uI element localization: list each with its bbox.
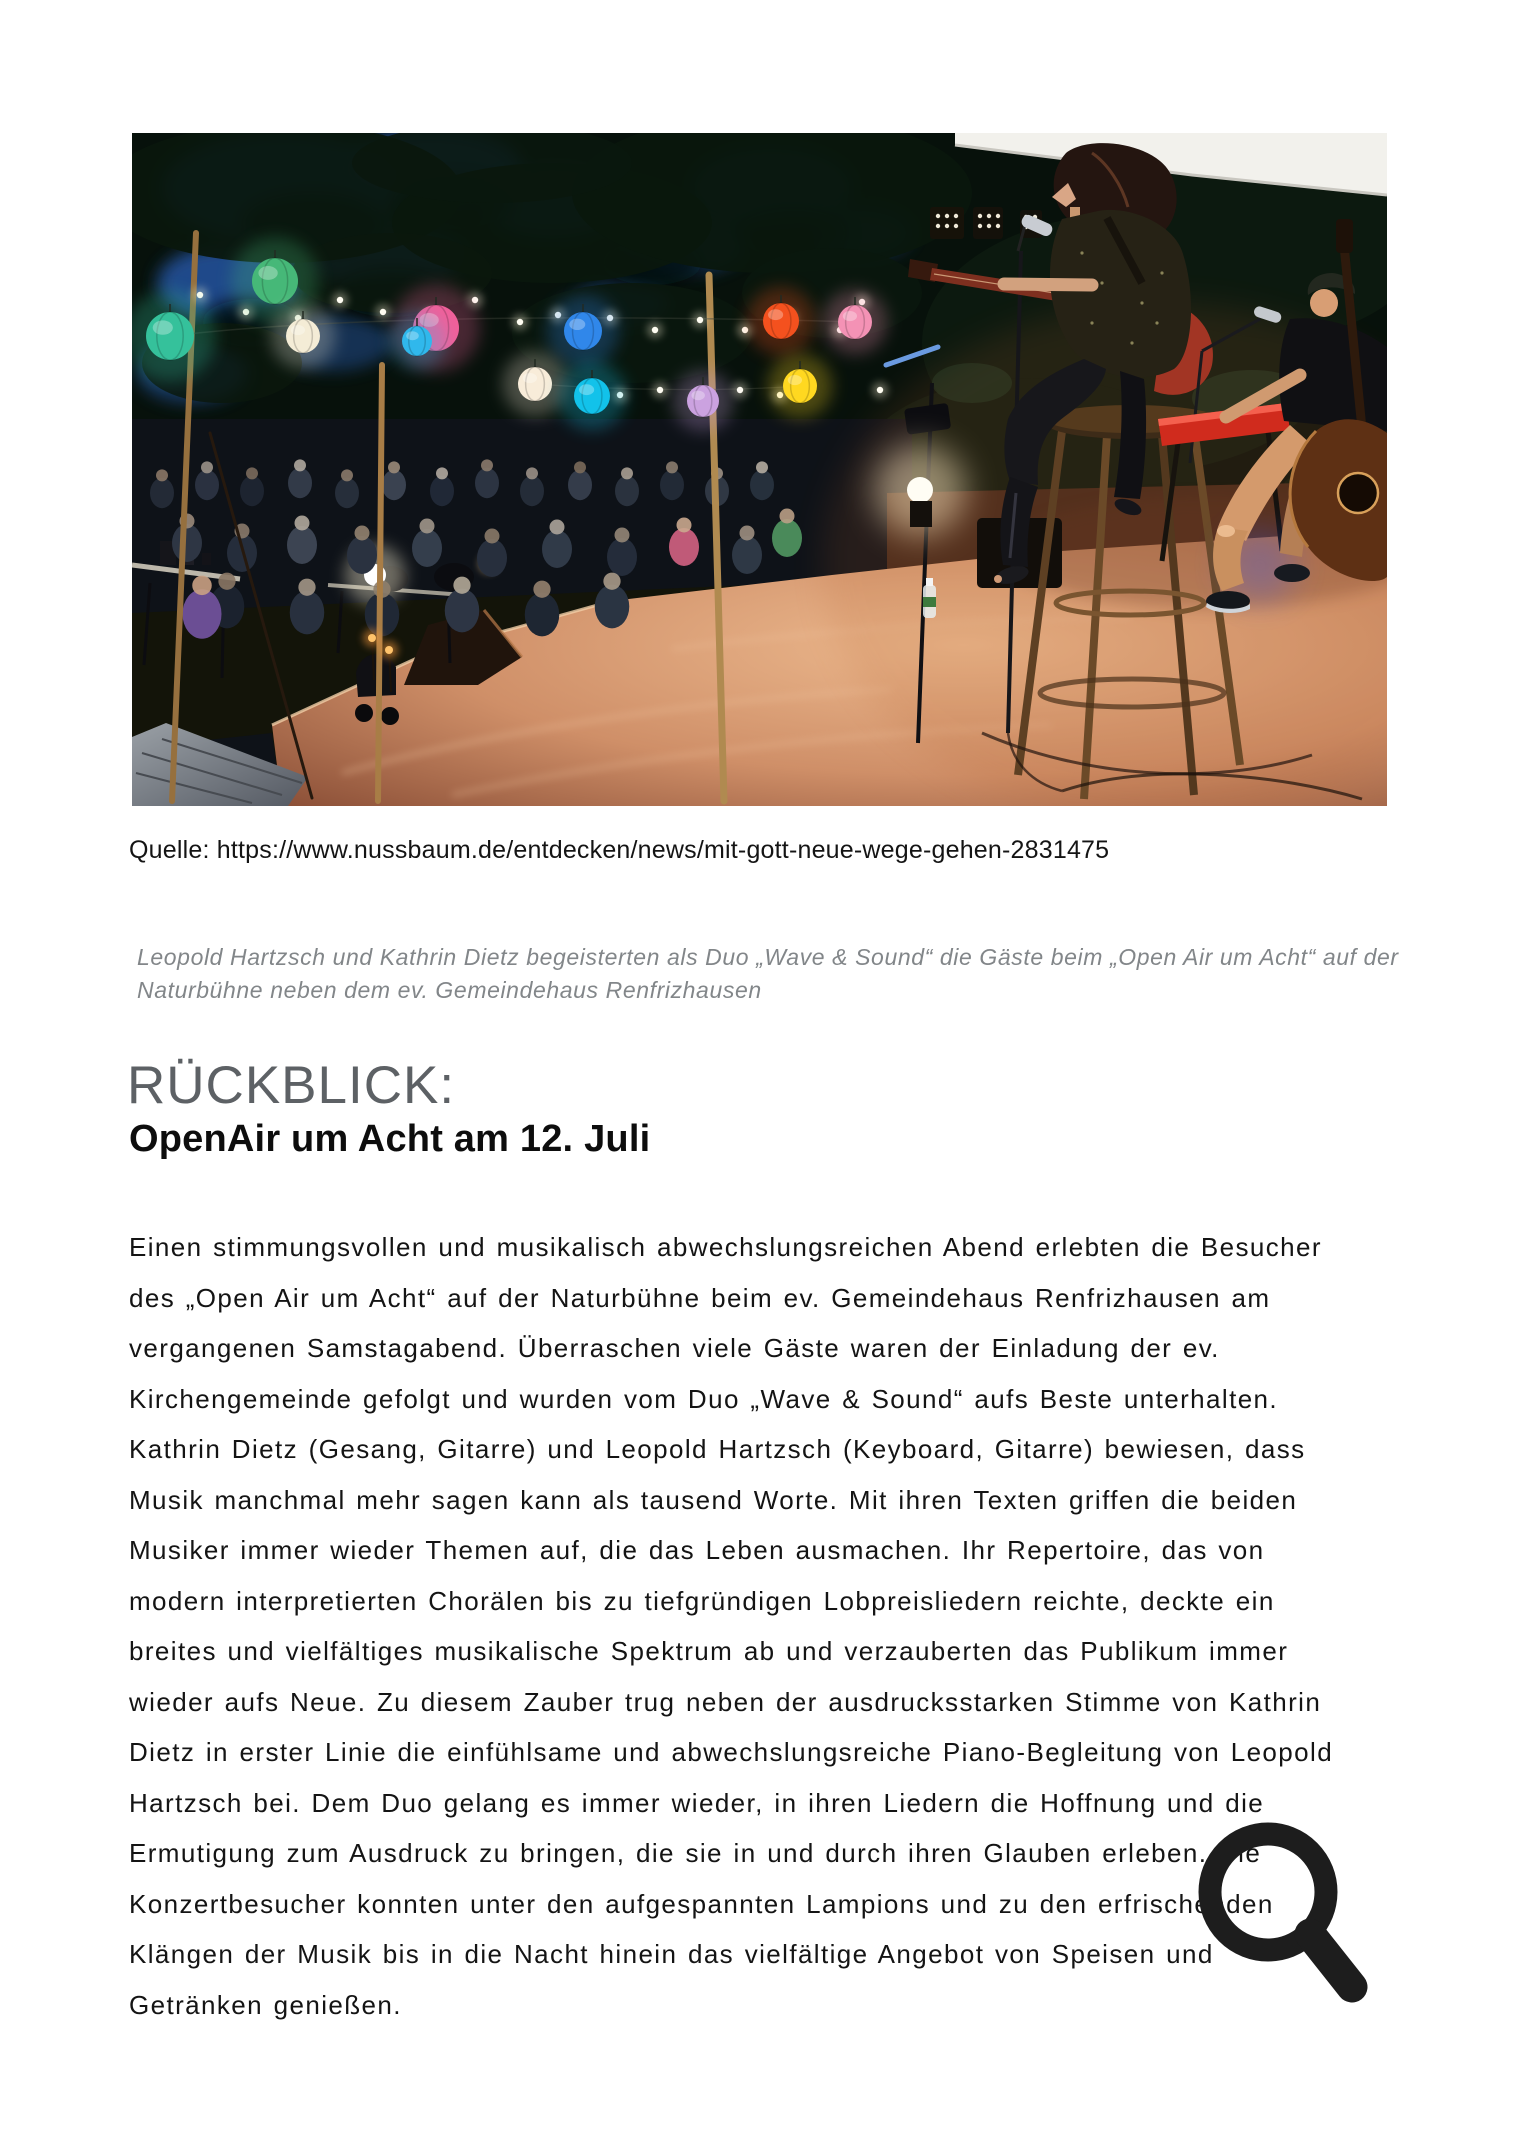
lantern (271, 304, 336, 369)
body-line: Musiker immer wieder Themen auf, die das Leben ausmachen. Ihr Repertoire, das von (129, 1535, 1265, 1565)
body-line: des „Open Air um Acht“ auf der Naturbühne beim ev. Gemeindehaus Renfrizhausen am (129, 1282, 1271, 1313)
body-line: Klängen der Musik bis in die Nacht hinein das vielfältige Angebot von Speisen und (129, 1939, 1214, 1969)
floor-spotlight (907, 477, 933, 503)
body-line: Kirchengemeinde gefolgt und wurden vom Duo „Wave & Sound“ aufs Beste unterhalten. (129, 1383, 1279, 1414)
body-line: Dietz in erster Linie die einfühlsame und abwechslungsreiche Piano-Begleitung von Leopold (129, 1737, 1334, 1767)
lantern (823, 290, 888, 355)
lantern (389, 313, 446, 370)
body-line: Getränken genießen. (129, 1989, 402, 2020)
lantern (558, 362, 626, 430)
body-line: vergangenen Samstagabend. Überraschen viele Gäste waren der Einladung der ev. (129, 1333, 1220, 1363)
caption-line: Leopold Hartzsch und Kathrin Dietz begeisterten als Duo „Wave & Sound“ die Gäste beim „Open Air um Acht“ auf der (137, 944, 1399, 970)
article-body (129, 1222, 1333, 2030)
caption-line: Naturbühne neben dem ev. Gemeindehaus Renfrizhausen (137, 977, 762, 1003)
photo-caption (137, 941, 1399, 1007)
body-line: Hartzsch bei. Dem Duo gelang es immer wieder, in ihren Liedern die Hoffnung und die (129, 1787, 1265, 1818)
article-title: OpenAir um Acht am 12. Juli (129, 1118, 651, 1160)
lantern (747, 287, 815, 355)
magnifier-handle (1310, 1934, 1352, 1987)
section-heading: RÜCKBLICK: (127, 1056, 456, 1115)
concert-photo (132, 133, 1387, 806)
keyboarder-face (1310, 289, 1338, 317)
source-line: Quelle: https://www.nussbaum.de/entdecken/news/mit-gott-neue-wege-gehen-2831475 (129, 836, 1110, 864)
body-line: Musik manchmal mehr sagen kann als tausend Worte. Mit ihren Texten griffen die beiden (129, 1484, 1298, 1515)
body-line: Kathrin Dietz (Gesang, Gitarre) und Leopold Hartzsch (Keyboard, Gitarre) bewiesen, dass (129, 1434, 1306, 1464)
body-line: Konzertbesucher konnten unter den aufgespannten Lampions und zu den erfrischenden (129, 1888, 1274, 1919)
lantern (547, 295, 619, 367)
body-line: Ermutigung zum Ausdruck zu bringen, die sie in und durch ihren Glauben erleben. Die (129, 1838, 1262, 1868)
lantern (673, 371, 734, 432)
lantern (768, 354, 833, 419)
body-line: breites und vielfältiges musikalische Spektrum ab und verzauberten das Publikum immer (129, 1636, 1289, 1666)
zoom-icon[interactable] (1180, 1803, 1370, 2003)
body-line: Einen stimmungsvollen und musikalisch abwechslungsreichen Abend erlebten die Besucher (129, 1232, 1322, 1262)
body-line: modern interpretierten Chorälen bis zu tiefgründigen Lobpreisliedern reichte, deckte ein (129, 1585, 1275, 1616)
lantern (503, 352, 568, 417)
body-line: wieder aufs Neue. Zu diesem Zauber trug neben der ausdrucksstarken Stimme von Kathrin (129, 1686, 1322, 1717)
